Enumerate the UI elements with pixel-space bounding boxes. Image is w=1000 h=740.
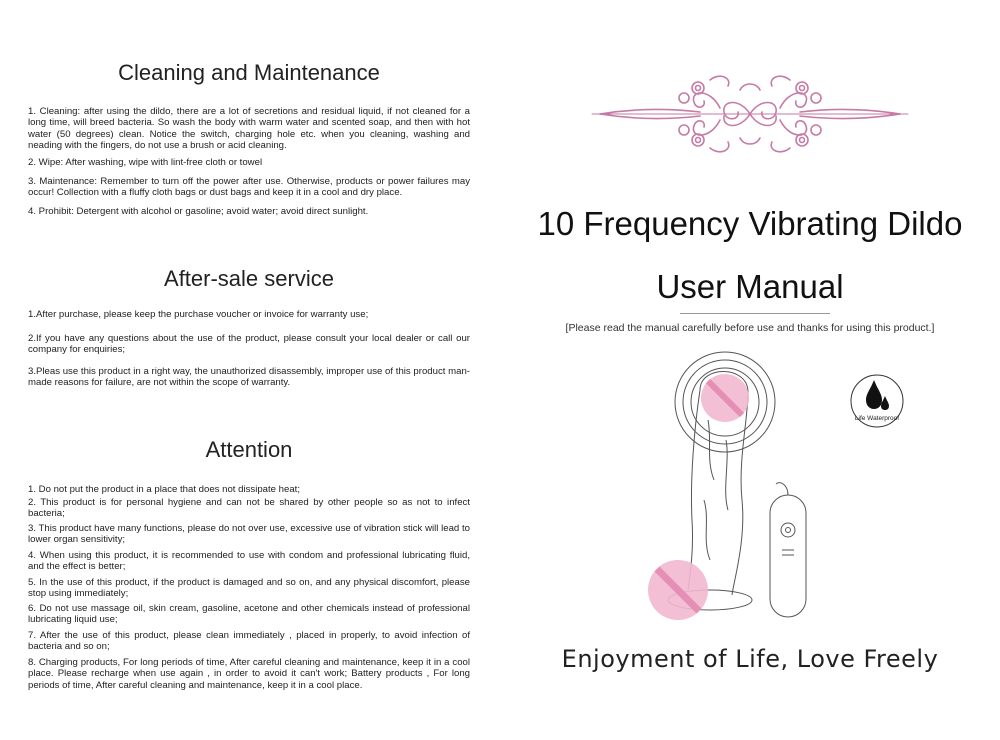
title-divider [680,313,830,314]
aftersale-item-3: 3.Pleas use this product in a right way, the unauthorized disassembly, improper use of this product man-made reasons for failure, are not within the scope of warranty. [28,366,470,389]
cleaning-item-2: 2. Wipe: After washing, wipe with lint-free cloth or towel [28,157,263,168]
manual-note: [Please read the manual carefully before use and thanks for using this product.] [565,322,935,334]
aftersale-title: After-sale service [164,266,334,291]
attention-item-8: 8. Charging products, For long periods of time, After careful cleaning and maintenance, keep it in a cool place. Please recharge when use again , in order to avoid it can't work; Battery products , For long periods of time, After careful cleaning and maintenance, keep it in a cool place. [28,657,470,691]
attention-item-3: 3. This product have many functions, please do not over use, excessive use of vibration stick will lead to lower organ sensitivity; [28,523,470,546]
attention-item-5: 5. In the use of this product, if the product is damaged and so on, and any physical discomfort, please stop using immediately; [28,577,470,600]
attention-item-7: 7. After the use of this product, please clean immediately , placed in properly, to avoid infection of bacteria and so on; [28,630,470,653]
attention-item-4: 4. When using this product, it is recommended to use with condom and professional lubricating fluid, and the effect is better; [28,550,470,573]
waterproof-label: Life Waterproof [854,415,900,422]
product-title: 10 Frequency Vibrating Dildo [537,205,963,242]
aftersale-item-2: 2.If you have any questions about the use of the product, please consult your local dealer or call our company for enquiries; [28,333,470,356]
flourish-ornament-icon [590,68,910,160]
attention-item-1: 1. Do not put the product in a place that does not dissipate heat; [28,484,301,495]
censor-mark-bottom [648,560,708,620]
slogan: Enjoyment of Life, Love Freely [561,645,939,673]
cleaning-item-3: 3. Maintenance: Remember to turn off the power after use. Otherwise, products or power failures may occur! Collection with a fluffy cloth bags or dust bags and keep it in a cool and dry place. [28,176,470,199]
aftersale-item-1: 1.After purchase, please keep the purchase voucher or invoice for warranty use; [28,309,369,320]
censor-mark-top [701,374,749,422]
cleaning-item-4: 4. Prohibit: Detergent with alcohol or gasoline; avoid water; avoid direct sunlight. [28,206,369,217]
cleaning-title: Cleaning and Maintenance [118,60,380,85]
water-drop-icon [848,372,906,430]
attention-title: Attention [205,437,293,462]
attention-item-6: 6. Do not use massage oil, skin cream, gasoline, acetone and other chemicals instead of professional lubricating liquid use; [28,603,470,626]
product-illustration [630,350,830,625]
right-column [500,0,1000,740]
cleaning-item-1: 1. Cleaning: after using the dildo, there are a lot of secretions and residual liquid, if not cleaned for a long time, will breed bacteria. So wash the body with warm water and scented soap, and then with hot water (50 degrees) clean. Notice the switch, charging hole etc. when you cleaning, washing and neading with the fingers, do not use a brush or acid cleaning. [28,106,470,152]
attention-item-2: 2. This product is for personal hygiene and can not be shared by other people so as not to infect bacteria; [28,497,470,520]
manual-subtitle: User Manual [656,268,844,305]
